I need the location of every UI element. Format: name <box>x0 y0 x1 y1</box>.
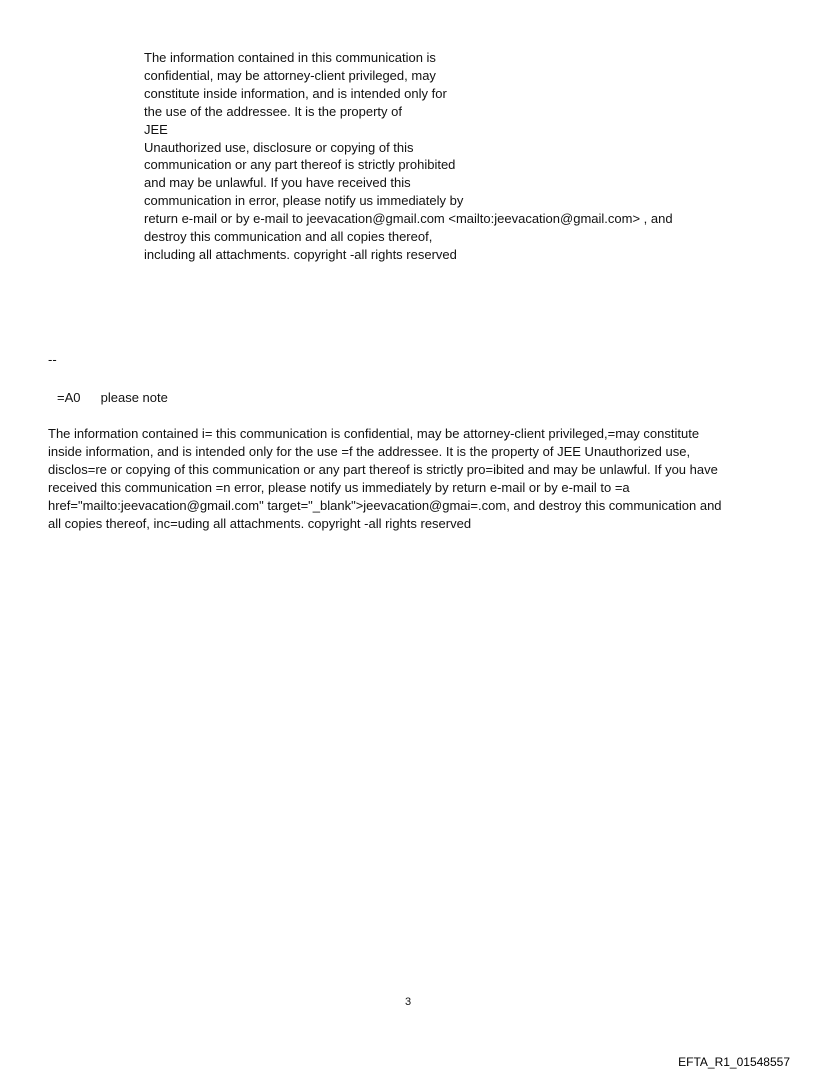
paragraph-line: inside information, and is intended only for the use =f the addressee. It is the property of JEE Unauthorized use, <box>48 443 691 459</box>
note-line <box>57 389 168 407</box>
disclaimer-line: Unauthorized use, disclosure or copying of this <box>144 139 414 155</box>
paragraph-line: all copies thereof, inc=uding all attachments. copyright -all rights reserved <box>48 515 472 531</box>
disclaimer-line: JEE <box>144 121 168 137</box>
encoded-disclaimer-paragraph <box>48 425 768 532</box>
disclaimer-line: including all attachments. copyright -all rights reserved <box>144 246 457 262</box>
disclaimer-line: The information contained in this communication is <box>144 50 436 65</box>
disclaimer-line: communication in error, please notify us immediately by <box>144 193 464 209</box>
signature-separator: -- <box>48 352 57 367</box>
paragraph-line: disclos=re or copying of this communication or any part thereof is strictly pro=ibited and may be unlawful. If you have <box>48 461 718 477</box>
disclaimer-line: the use of the addressee. It is the property of <box>144 103 402 119</box>
paragraph-line: The information contained i= this communication is confidential, may be attorney-client privileged,=may constitute <box>48 426 700 441</box>
disclaimer-line: constitute inside information, and is intended only for <box>144 85 447 101</box>
disclaimer-line: communication or any part thereof is strictly prohibited <box>144 157 456 173</box>
page-number: 3 <box>404 996 412 1008</box>
disclaimer-block <box>144 49 784 264</box>
note-text: please note <box>100 390 168 405</box>
disclaimer-line: destroy this communication and all copies thereof, <box>144 229 433 245</box>
disclaimer-line: return e-mail or by e-mail to jeevacation@gmail.com <mailto:jeevacation@gmail.com> , and <box>144 211 673 227</box>
disclaimer-line: and may be unlawful. If you have received this <box>144 175 411 191</box>
note-code: =A0 <box>57 390 81 405</box>
paragraph-line: received this communication =n error, please notify us immediately by return e-mail or by e-mail to =a <box>48 479 630 495</box>
document-id-stamp: EFTA_R1_01548557 <box>678 1055 790 1069</box>
disclaimer-line: confidential, may be attorney-client privileged, may <box>144 67 436 83</box>
paragraph-line: href="mailto:jeevacation@gmail.com" target="_blank">jeevacation@gmai=.com, and destroy this communication and <box>48 497 722 513</box>
